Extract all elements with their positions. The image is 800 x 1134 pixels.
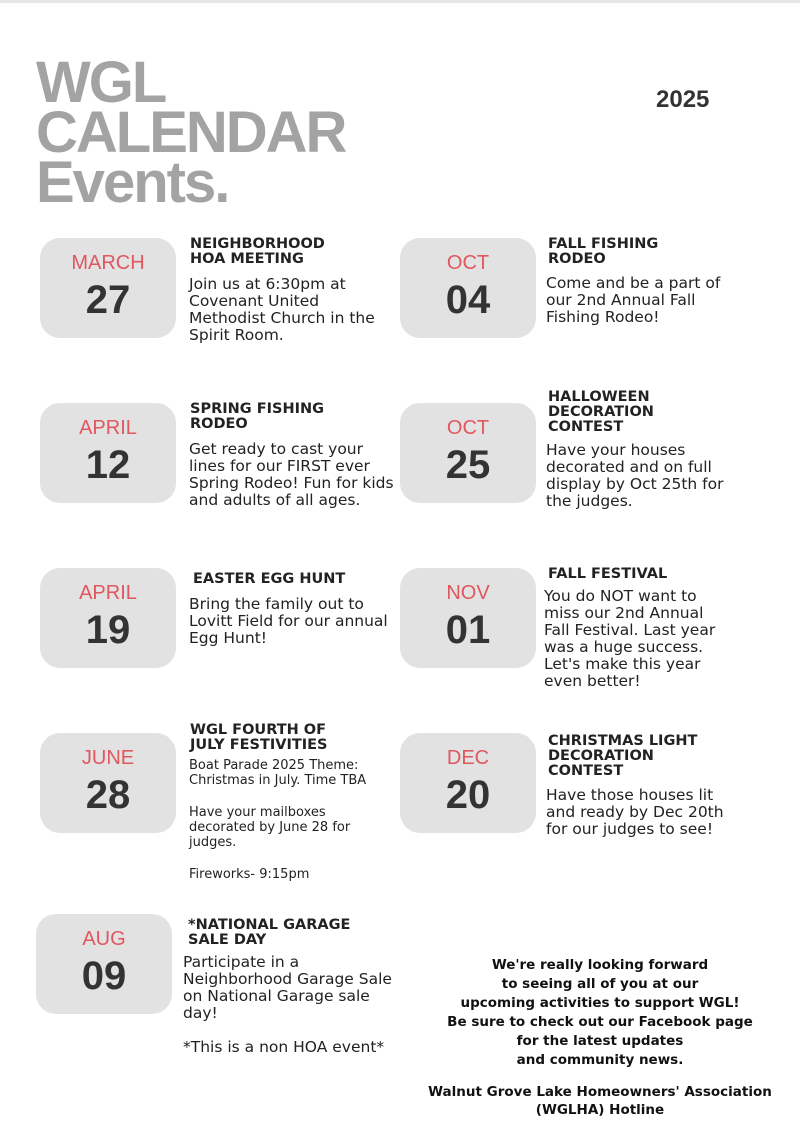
date-box xyxy=(40,238,176,338)
event-title: NEIGHBORHOOD HOA MEETING xyxy=(190,236,325,267)
event-day: 27 xyxy=(85,278,131,322)
event-day: 04 xyxy=(445,278,491,322)
event-title: CHRISTMAS LIGHT DECORATION CONTEST xyxy=(548,733,698,779)
event-description xyxy=(546,275,746,326)
closing-line: and community news. xyxy=(516,1052,684,1068)
event-description-text: Get ready to cast your lines for our FIRST ever Spring Rodeo! Fun for kids and adults of all ages. xyxy=(189,440,394,509)
date-box xyxy=(400,568,536,668)
event-description xyxy=(189,758,389,882)
event-title: SPRING FISHING RODEO xyxy=(190,401,325,432)
closing-line: to seeing all of you at our xyxy=(501,976,699,992)
event-description xyxy=(183,954,393,1056)
date-box xyxy=(40,403,176,503)
closing-line: for the latest updates xyxy=(516,1033,684,1049)
title-line-1: WGL xyxy=(36,50,166,115)
event-month: AUG xyxy=(82,928,126,950)
event-description xyxy=(546,787,741,838)
title-line-2: CALENDAR xyxy=(36,100,346,165)
date-box xyxy=(40,733,176,833)
event-month: DEC xyxy=(446,747,490,769)
page-title xyxy=(36,50,346,215)
date-box xyxy=(400,403,536,503)
event-month: JUNE xyxy=(81,747,135,769)
org-hotline: (WGLHA) Hotline xyxy=(535,1102,665,1118)
event-month: MARCH xyxy=(71,252,145,274)
event-month: OCT xyxy=(446,252,490,274)
org-name: Walnut Grove Lake Homeowners' Association xyxy=(428,1084,772,1100)
organization-footer xyxy=(410,1083,790,1119)
event-description-text: Participate in a Neighborhood Garage Sale on National Garage sale day! xyxy=(183,953,392,1022)
event-description-text: Bring the family out to Lovitt Field for our annual Egg Hunt! xyxy=(189,595,388,647)
event-month: NOV xyxy=(446,582,490,604)
event-description-text: Have your houses decorated and on full display by Oct 25th for the judges. xyxy=(546,441,724,510)
event-description xyxy=(544,588,729,690)
date-box xyxy=(40,568,176,668)
event-month: OCT xyxy=(446,417,490,439)
event-day: 09 xyxy=(81,954,127,998)
event-description-text: Have those houses lit and ready by Dec 20th for our judges to see! xyxy=(546,786,724,838)
closing-line: Be sure to check out our Facebook page xyxy=(447,1014,753,1030)
event-description-text: *This is a non HOA event* xyxy=(183,1038,385,1056)
event-month: APRIL xyxy=(79,582,137,604)
event-description xyxy=(189,596,394,647)
date-box xyxy=(36,914,172,1014)
event-description-text: Join us at 6:30pm at Covenant United Methodist Church in the Spirit Room. xyxy=(189,275,375,344)
event-title: *NATIONAL GARAGE SALE DAY xyxy=(188,917,351,948)
date-box xyxy=(400,238,536,338)
event-day: 12 xyxy=(85,443,131,487)
event-description-text: Come and be a part of our 2nd Annual Fall Fishing Rodeo! xyxy=(546,274,721,326)
event-day: 28 xyxy=(85,773,131,817)
event-description xyxy=(546,442,731,510)
event-description-text: Boat Parade 2025 Theme: Christmas in July. Time TBA xyxy=(189,758,367,788)
event-description-text: Fireworks- 9:15pm xyxy=(189,867,310,882)
event-day: 20 xyxy=(445,773,491,817)
date-box xyxy=(400,733,536,833)
event-title: WGL FOURTH OF JULY FESTIVITIES xyxy=(190,722,328,753)
closing-message xyxy=(420,956,780,1070)
event-day: 01 xyxy=(445,608,491,652)
event-description xyxy=(189,441,394,509)
event-title: FALL FISHING RODEO xyxy=(548,236,659,267)
top-divider xyxy=(0,0,800,3)
event-day: 19 xyxy=(85,608,131,652)
closing-line: upcoming activities to support WGL! xyxy=(460,995,740,1011)
closing-line: We're really looking forward xyxy=(491,957,709,973)
event-day: 25 xyxy=(445,443,491,487)
event-description xyxy=(189,276,389,344)
event-month: APRIL xyxy=(79,417,137,439)
event-title: HALLOWEEN DECORATION CONTEST xyxy=(548,389,654,435)
event-description-text: You do NOT want to miss our 2nd Annual Fall Festival. Last year was a huge success. Let's make this year even better! xyxy=(544,587,716,690)
title-line-3: Events. xyxy=(36,150,229,215)
event-title: FALL FESTIVAL xyxy=(548,566,668,582)
event-title: EASTER EGG HUNT xyxy=(193,571,346,587)
year-label: 2025 xyxy=(656,86,710,113)
event-description-text: Have your mailboxes decorated by June 28 for judges. xyxy=(189,805,351,850)
